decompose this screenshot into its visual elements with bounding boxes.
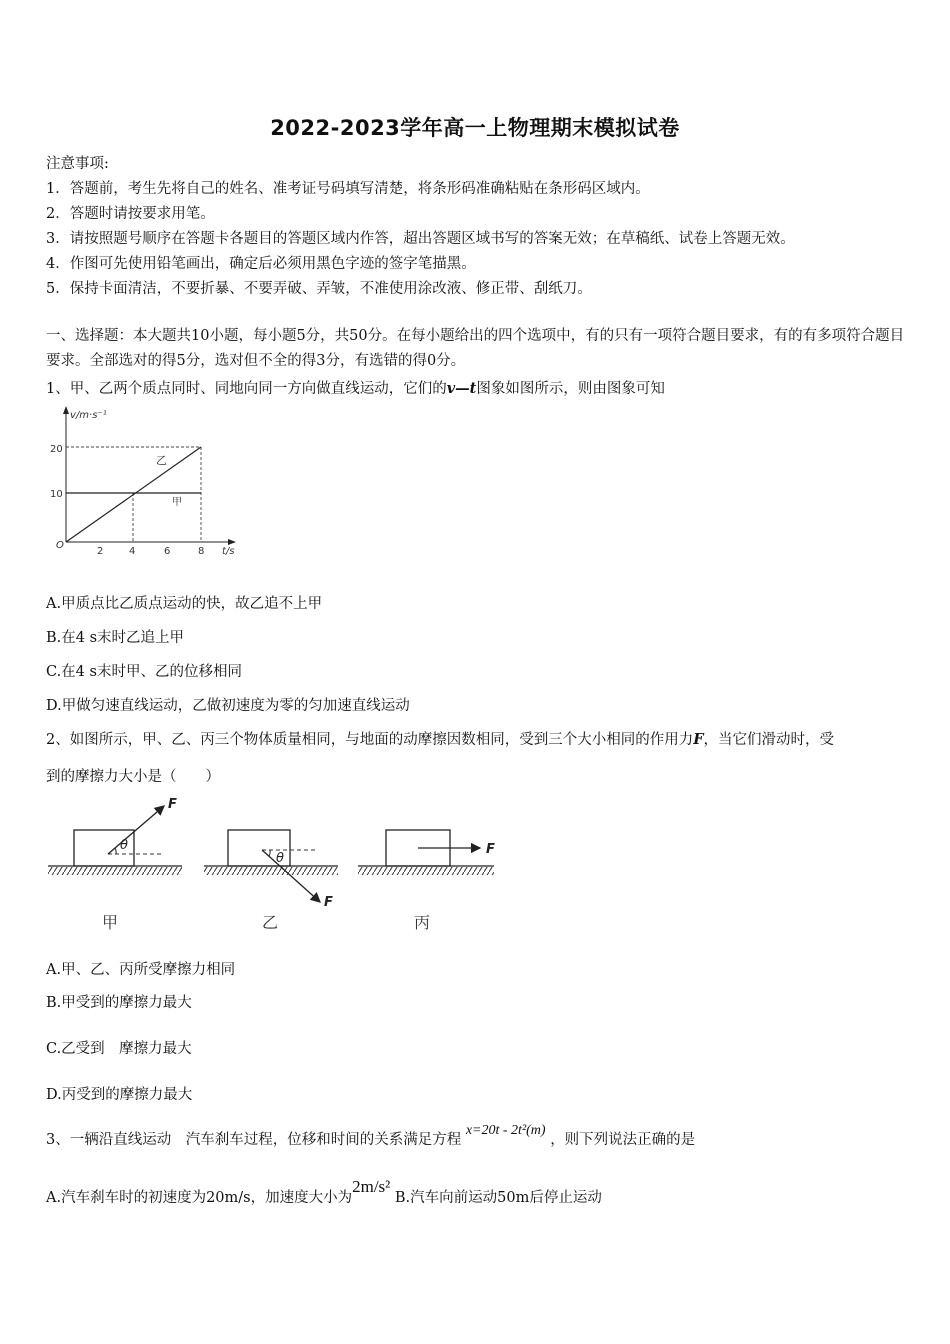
q1-option-a: A.甲质点比乙质点运动的快，故乙追不上甲 [46,596,323,612]
q2-option-a: A.甲、乙、丙所受摩擦力相同 [46,962,236,978]
vt-graph [44,402,244,562]
ground-hatch [204,867,338,875]
q2-force-symbol: F [693,731,704,748]
q1-stem-part: 1、甲、乙两个质点同时、同地向同一方向做直线运动，它们的 [46,381,447,397]
q1-option-d: D.甲做匀速直线运动，乙做初速度为零的匀加速直线运动 [46,698,410,714]
notice-item: 5．保持卡面清洁，不要折暴、不要弄破、弄皱，不准使用涂改液、修正带、刮纸刀。 [46,281,592,297]
q3-stem-part: 3、一辆沿直线运动 汽车刹车过程，位移和时间的关系满足方程 [46,1132,462,1148]
y-axis-arrow [63,406,69,414]
q2-option-d: D.丙受到的摩擦力最大 [46,1087,193,1103]
q3-options-row [46,1177,602,1207]
q3-formula: x=20t - 2t²(m) [465,1123,546,1138]
q2-stem-part: ，当它们滑动时，受 [703,732,835,748]
figure-label-yi: 乙 [262,913,279,932]
notice-heading: 注意事项: [46,156,109,172]
x-axis-label: t/s [222,546,235,557]
y-tick-label: 10 [50,489,63,500]
angle-arc [115,848,116,854]
notice-item: 4．作图可先使用铅笔画出，确定后必须用黑色字迹的签字笔描黑。 [46,256,476,272]
x-tick-label: 4 [129,546,136,557]
section-heading: 一、选择题：本大题共10小题，每小题5分，共50分。在每小题给出的四个选项中，有的只有一项符合题目要求，有的有多项符合题目要求。全部选对的得5分，选对但不全的得3分，有选错的得0分。 [46,328,905,369]
q2-option-b: B.甲受到的摩擦力最大 [46,995,192,1011]
q2-option-c: C.乙受到 摩擦力最大 [46,1041,192,1057]
x-tick-label: 2 [97,546,104,557]
q3-acceleration-value: 2m/s² [352,1177,391,1196]
force-arrow-yi [262,850,320,902]
notice-item: 3．请按照题号顺序在答题卡各题目的答题区域内作答，超出答题区域书写的答案无效；在草稿纸、试卷上答题无效。 [46,231,795,247]
q2-stem-continued: 到的摩擦力大小是（ ） [46,769,220,785]
figure-label-bing: 丙 [414,913,431,932]
theta-label: θ [120,838,128,853]
q1-stem-part: 图象如图所示，则由图象可知 [476,381,665,397]
question-1-stem [46,377,665,398]
ground-hatch [358,867,494,875]
label-jia: 甲 [172,497,182,508]
y-axis-label: v/m·s⁻¹ [70,410,107,421]
friction-figure [44,792,514,942]
question-2-stem [46,728,834,749]
page-title: 2022-2023学年高一上物理期末模拟试卷 [270,116,680,140]
q2-stem-part: 2、如图所示，甲、乙、丙三个物体质量相同，与地面的动摩擦因数相同，受到三个大小相同的作用力 [46,732,694,748]
force-label: F [324,895,333,910]
force-label: F [486,842,495,857]
y-tick-label: 20 [50,444,63,455]
notice-item: 1．答题前，考生先将自己的姓名、准考证号码填写清楚，将条形码准确粘贴在条形码区域内。 [46,181,650,197]
question-3-stem [46,1123,696,1149]
x-tick-label: 8 [198,546,205,557]
q3-stem-part: ，则下列说法正确的是 [550,1132,696,1148]
label-yi: 乙 [156,454,167,467]
theta-label: θ [276,851,284,866]
x-tick-label: 6 [164,546,171,557]
line-yi [66,447,201,542]
angle-arc [269,850,270,856]
q1-option-b: B.在4 s末时乙追上甲 [46,630,185,646]
ground-hatch [48,867,182,875]
notice-item: 2．答题时请按要求用笔。 [46,206,215,222]
origin-label: O [56,540,64,551]
figure-label-jia: 甲 [102,913,119,932]
q1-option-c: C.在4 s末时甲、乙的位移相同 [46,664,242,680]
x-axis-arrow [228,539,236,545]
q1-vt-symbol: v—t [446,380,477,397]
q3-option-b: B.汽车向前运动50m后停止运动 [394,1190,602,1206]
force-label: F [168,797,177,812]
q3-option-a: A.汽车刹车时的初速度为20m/s，加速度大小为 [46,1190,353,1206]
